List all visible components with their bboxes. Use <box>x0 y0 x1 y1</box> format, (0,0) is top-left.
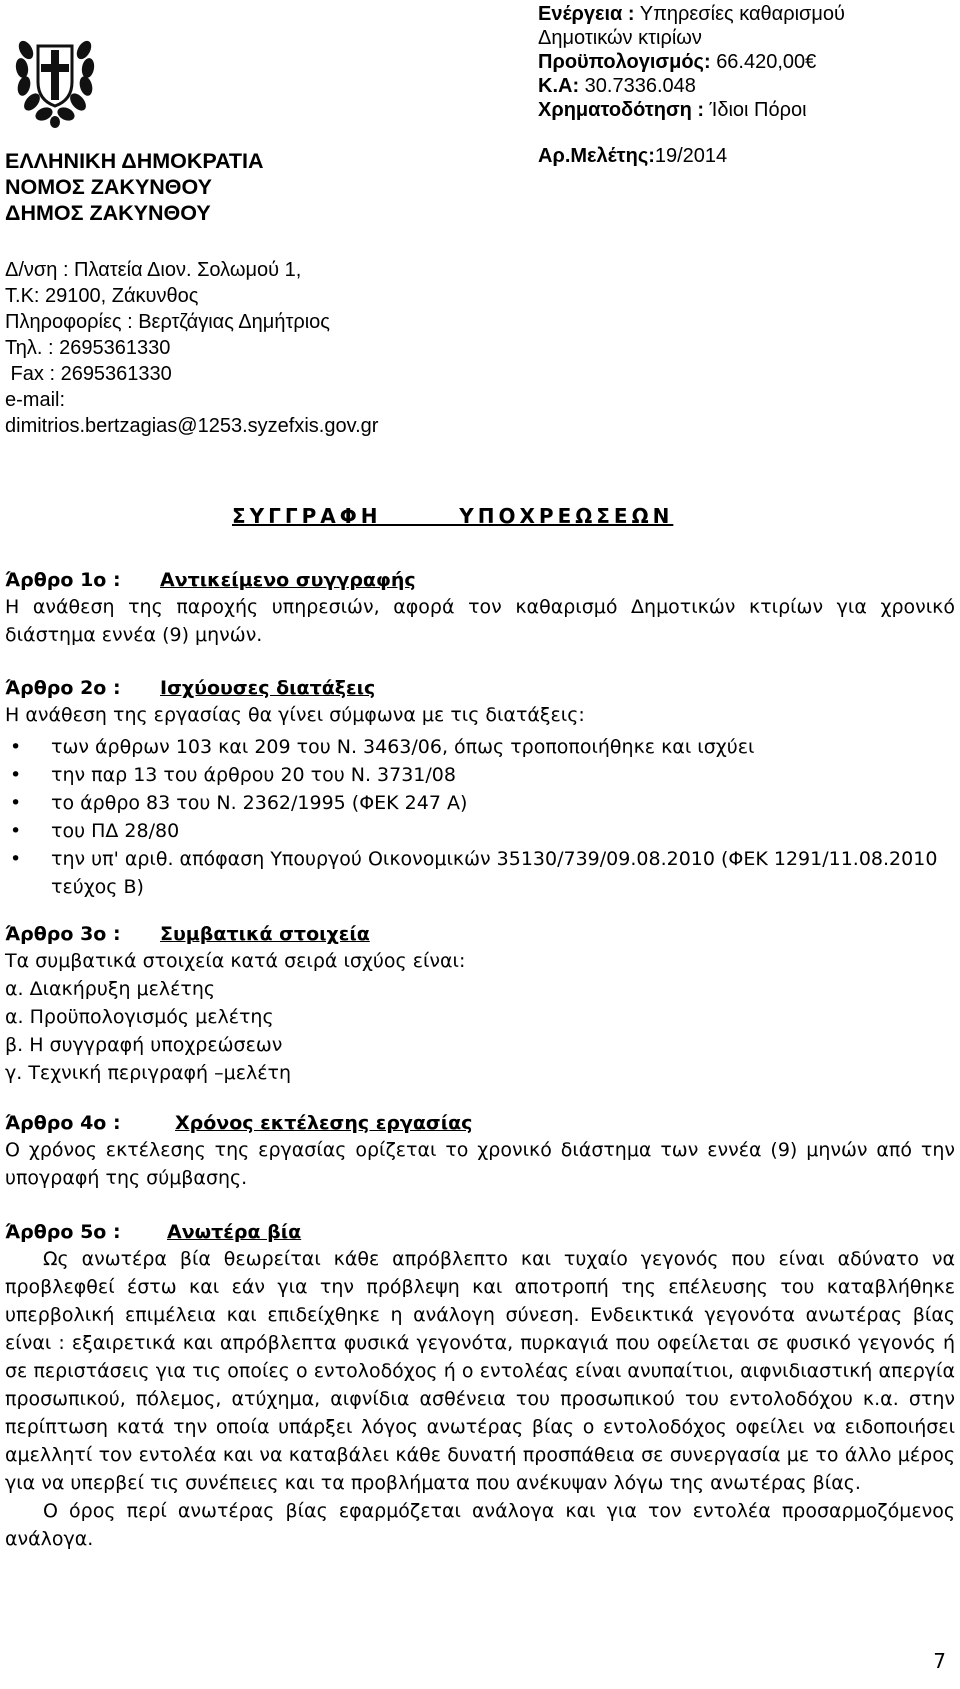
issuer-line: ΝΟΜΟΣ ΖΑΚΥΝΘΟΥ <box>5 175 213 199</box>
activity-value: Υπηρεσίες καθαρισμού <box>639 3 845 25</box>
article-heading <box>5 1111 955 1136</box>
page-number: 7 <box>933 1649 946 1673</box>
article-title: Συμβατικά στοιχεία <box>160 923 370 945</box>
contract-elements <box>5 947 955 1087</box>
issuer-header <box>5 148 264 226</box>
article-title: Χρόνος εκτέλεσης εργασίας <box>175 1112 473 1134</box>
provisions-list <box>5 733 955 901</box>
info-person-line: Πληροφορίες : Βερτζάγιας Δημήτριος <box>5 311 330 333</box>
list-item: • την παρ 13 του άρθρου 20 του Ν. 3731/08 <box>5 761 955 789</box>
article-intro: Τα συμβατικά στοιχεία κατά σειρά ισχύος είναι: <box>5 950 466 972</box>
contact-block <box>5 257 378 439</box>
email-label: e-mail: <box>5 389 66 411</box>
article-heading <box>5 922 955 947</box>
list-item: α. Προϋπολογισμός μελέτης <box>5 1006 274 1028</box>
list-item: • του ΠΔ 28/80 <box>5 817 955 845</box>
article-heading <box>5 1220 955 1245</box>
project-info <box>538 2 845 168</box>
article-number: Άρθρο 5ο : <box>5 1221 121 1243</box>
article-heading <box>5 568 955 593</box>
list-item: β. Η συγγραφή υποχρεώσεων <box>5 1034 283 1056</box>
email-address: dimitrios.bertzagias@1253.syzefxis.gov.gr <box>5 415 379 437</box>
article-paragraph: Ο όρος περί ανωτέρας βίας εφαρμόζεται ανάλογα και για τον εντολέα προσαρμοζόμενος ανάλογα. <box>5 1500 955 1550</box>
greek-republic-emblem-icon <box>12 20 98 132</box>
article-title: Αντικείμενο συγγραφής <box>160 569 416 591</box>
budget-line <box>538 50 845 74</box>
budget-label: Προϋπολογισμός: <box>538 51 711 73</box>
issuer-line: ΕΛΛΗΝΙΚΗ ΔΗΜΟΚΡΑΤΙΑ <box>5 149 264 173</box>
document-title: ΣΥΓΓΡΑΦΗ ΥΠΟΧΡΕΩΣΕΩΝ <box>232 504 674 528</box>
list-item: • το άρθρο 83 του Ν. 2362/1995 (ΦΕΚ 247 Α) <box>5 789 955 817</box>
article-title: Ανωτέρα βία <box>167 1221 302 1243</box>
article-number: Άρθρο 3ο : <box>5 923 121 945</box>
article-heading <box>5 676 955 701</box>
article-title: Ισχύουσες διατάξεις <box>160 677 376 699</box>
issuer-line: ΔΗΜΟΣ ΖΑΚΥΝΘΟΥ <box>5 201 211 225</box>
article-text: Η ανάθεση της παροχής υπηρεσιών, αφορά τον καθαρισμό Δημοτικών κτιρίων για χρονικό διάστημα εννέα (9) μηνών. <box>5 596 955 646</box>
article-2 <box>5 676 955 901</box>
address-line: Δ/νση : Πλατεία Διον. Σολωμού 1, <box>5 259 302 281</box>
fax-line: Fax : 2695361330 <box>5 363 172 385</box>
article-text: Ο χρόνος εκτέλεσης της εργασίας ορίζεται το χρονικό διάστημα των εννέα (9) μηνών από την υπογραφή της σύμβασης. <box>5 1139 955 1189</box>
list-item: α. Διακήρυξη μελέτης <box>5 978 216 1000</box>
study-label: Αρ.Μελέτης: <box>538 145 655 167</box>
list-item: • των άρθρων 103 και 209 του Ν. 3463/06, όπως τροποποιήθηκε και ισχύει <box>5 733 955 761</box>
ka-label: Κ.Α: <box>538 75 580 97</box>
article-1 <box>5 568 955 649</box>
list-item: • την υπ' αριθ. απόφαση Υπουργού Οικονομικών 35130/739/09.08.2010 (ΦΕΚ 1291/11.08.2010 τεύχος Β) <box>5 845 955 901</box>
activity-line <box>538 2 845 26</box>
article-number: Άρθρο 2ο : <box>5 677 121 699</box>
article-3 <box>5 922 955 1087</box>
article-number: Άρθρο 4ο : <box>5 1112 121 1134</box>
postal-code-line: Τ.Κ: 29100, Ζάκυνθος <box>5 285 199 307</box>
article-intro: Η ανάθεση της εργασίας θα γίνει σύμφωνα με τις διατάξεις: <box>5 704 585 726</box>
article-5 <box>5 1220 955 1553</box>
funding-value: Ίδιοι Πόροι <box>709 99 807 121</box>
ka-line <box>538 74 845 98</box>
article-4 <box>5 1111 955 1192</box>
ka-value: 30.7336.048 <box>584 75 696 97</box>
funding-label: Χρηματοδότηση : <box>538 99 705 121</box>
study-value: 19/2014 <box>654 145 728 167</box>
list-item: γ. Τεχνική περιγραφή –μελέτη <box>5 1062 291 1084</box>
phone-line: Τηλ. : 2695361330 <box>5 337 171 359</box>
funding-line <box>538 98 845 122</box>
study-line <box>538 144 845 168</box>
article-paragraph: Ως ανωτέρα βία θεωρείται κάθε απρόβλεπτο και τυχαίο γεγονός που είναι αδύνατο να προβλεφθεί έστω και εάν για την πρόβλεψη και αποτροπή της επέλευσης του καταβλήθηκε υπερβολική επιμέλεια και επιδείχθηκε η ανάλογη σύνεση. Ενδεικτικά γεγονότα ανωτέρας βίας είναι : εξαιρετικά και απρόβλεπτα φυσικά γεγονότα, πυρκαγιά που οφείλεται σε φυσικό γεγονός ή σε περιστάσεις για τις οποίες ο εντολοδόχος ή ο εντολέας είναι ανυπαίτιοι, αιφνιδιαστική απεργία προσωπικού, πόλεμος, ατύχημα, αιφνίδια ασθένεια του προσωπικού του εντολοδόχου κ.α. στην περίπτωση κατά την οποία υπάρξει λόγος ανωτέρας βίας ο εντολοδόχος οφείλει να ειδοποιήσει αμελλητί τον εντολέα και να καταβάλει κάθε δυνατή προσπάθεια σε συνεργασία με το άλλο μέρος για να υπερβεί τις συνέπειες και τα προβλήματα που ανέκυψαν λόγω της ανωτέρας βίας. <box>5 1248 955 1494</box>
article-number: Άρθρο 1ο : <box>5 569 121 591</box>
activity-label: Ενέργεια : <box>538 3 635 25</box>
budget-value: 66.420,00€ <box>716 51 817 73</box>
activity-value-2: Δημοτικών κτιρίων <box>538 27 702 49</box>
